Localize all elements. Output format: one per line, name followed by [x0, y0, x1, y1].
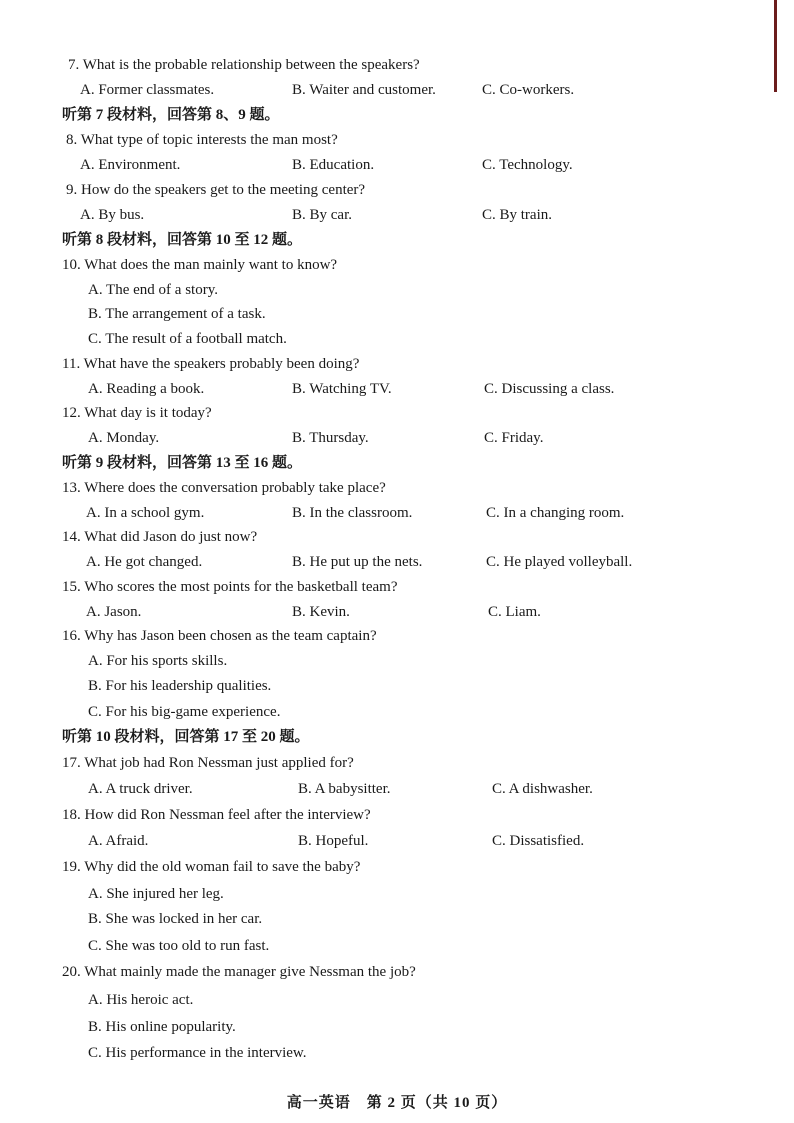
q16-option-b: B. For his leadership qualities.	[88, 678, 272, 694]
section-heading-10: 听第 10 段材料，回答第 17 至 20 题。	[62, 729, 310, 745]
q15-option-a: A. Jason.	[86, 604, 142, 620]
q16-option-a: A. For his sports skills.	[88, 653, 228, 669]
q10-option-c: C. The result of a football match.	[88, 331, 287, 347]
q20-option-a: A. His heroic act.	[88, 992, 194, 1008]
q17-option-b: B. A babysitter.	[298, 781, 391, 797]
q12-option-b: B. Thursday.	[292, 430, 369, 446]
q13-option-c: C. In a changing room.	[486, 505, 625, 521]
q10-option-a: A. The end of a story.	[88, 282, 218, 298]
question-8: 8. What type of topic interests the man most?	[66, 132, 338, 148]
q17-option-a: A. A truck driver.	[88, 781, 193, 797]
q9-option-a: A. By bus.	[80, 207, 145, 223]
q7-option-c: C. Co-workers.	[482, 82, 575, 98]
section-heading-8: 听第 8 段材料，回答第 10 至 12 题。	[62, 232, 303, 248]
question-12: 12. What day is it today?	[62, 405, 212, 421]
page-footer: 高一英语 第 2 页（共 10 页）	[286, 1095, 508, 1111]
q16-option-c: C. For his big-game experience.	[88, 704, 281, 720]
q12-option-c: C. Friday.	[484, 430, 544, 446]
question-18: 18. How did Ron Nessman feel after the interview?	[62, 807, 371, 823]
q11-option-a: A. Reading a book.	[88, 381, 205, 397]
question-19: 19. Why did the old woman fail to save the baby?	[62, 859, 361, 875]
q7-option-b: B. Waiter and customer.	[292, 82, 436, 98]
q8-option-a: A. Environment.	[80, 157, 181, 173]
q11-option-b: B. Watching TV.	[292, 381, 392, 397]
q17-option-c: C. A dishwasher.	[492, 781, 593, 797]
question-15: 15. Who scores the most points for the basketball team?	[62, 579, 398, 595]
question-7: 7. What is the probable relationship between the speakers?	[68, 57, 420, 73]
q18-option-c: C. Dissatisfied.	[492, 833, 585, 849]
question-13: 13. Where does the conversation probably take place?	[62, 480, 386, 496]
q19-option-b: B. She was locked in her car.	[88, 911, 263, 927]
q10-option-b: B. The arrangement of a task.	[88, 306, 266, 322]
question-16: 16. Why has Jason been chosen as the team captain?	[62, 628, 377, 644]
q8-option-c: C. Technology.	[482, 157, 573, 173]
page-edge-mark	[774, 0, 777, 92]
question-10: 10. What does the man mainly want to know?	[62, 257, 338, 273]
q14-option-a: A. He got changed.	[86, 554, 203, 570]
q20-option-b: B. His online popularity.	[88, 1019, 236, 1035]
q9-option-b: B. By car.	[292, 207, 352, 223]
q8-option-b: B. Education.	[292, 157, 375, 173]
q20-option-c: C. His performance in the interview.	[88, 1045, 307, 1061]
q14-option-c: C. He played volleyball.	[486, 554, 633, 570]
q18-option-a: A. Afraid.	[88, 833, 149, 849]
q7-option-a: A. Former classmates.	[80, 82, 215, 98]
q19-option-a: A. She injured her leg.	[88, 886, 224, 902]
q13-option-b: B. In the classroom.	[292, 505, 413, 521]
q15-option-c: C. Liam.	[488, 604, 541, 620]
question-11: 11. What have the speakers probably been doing?	[62, 356, 360, 372]
question-9: 9. How do the speakers get to the meeting center?	[66, 182, 366, 198]
q11-option-c: C. Discussing a class.	[484, 381, 615, 397]
question-20: 20. What mainly made the manager give Nessman the job?	[62, 964, 416, 980]
q14-option-b: B. He put up the nets.	[292, 554, 423, 570]
section-heading-9: 听第 9 段材料，回答第 13 至 16 题。	[62, 455, 303, 471]
q19-option-c: C. She was too old to run fast.	[88, 938, 270, 954]
q13-option-a: A. In a school gym.	[86, 505, 205, 521]
q12-option-a: A. Monday.	[88, 430, 160, 446]
question-17: 17. What job had Ron Nessman just applied for?	[62, 755, 354, 771]
q9-option-c: C. By train.	[482, 207, 552, 223]
q15-option-b: B. Kevin.	[292, 604, 350, 620]
q18-option-b: B. Hopeful.	[298, 833, 369, 849]
question-14: 14. What did Jason do just now?	[62, 529, 258, 545]
section-heading-7: 听第 7 段材料，回答第 8、9 题。	[62, 107, 280, 123]
